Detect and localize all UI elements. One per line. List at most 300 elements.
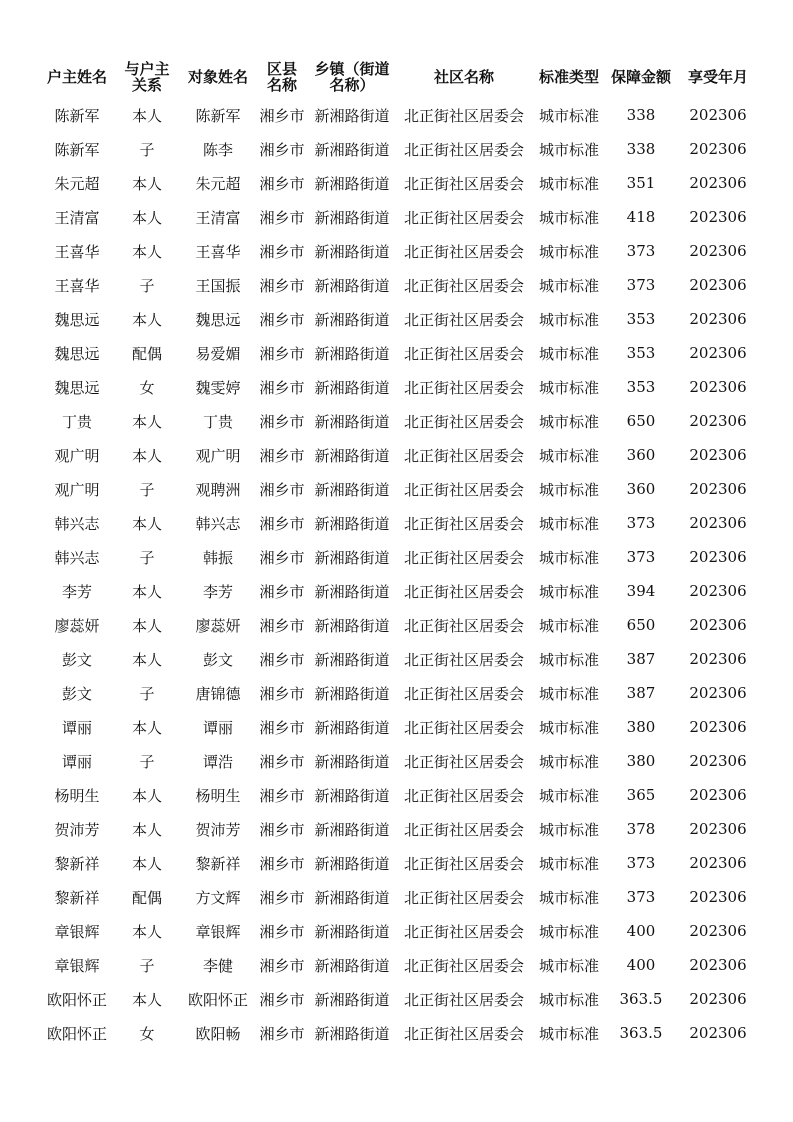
table-row (40, 778, 760, 812)
cell-county: 湘乡市 (259, 378, 305, 397)
cell-standard-type: 城市标准 (538, 1024, 599, 1043)
cell-relation: 本人 (131, 718, 162, 737)
cell-household-head-name: 陈新军 (54, 140, 100, 159)
cell-relation: 配偶 (131, 344, 162, 363)
table-row (40, 574, 760, 608)
cell-recipient-name: 朱元超 (195, 174, 241, 193)
cell-amount: 387 (626, 684, 656, 702)
cell-amount: 373 (626, 548, 656, 566)
cell-household-head-name: 谭丽 (61, 752, 92, 771)
table-row (40, 948, 760, 982)
cell-standard-type: 城市标准 (538, 140, 599, 159)
cell-period: 202306 (689, 106, 747, 124)
cell-recipient-name: 廖蕊妍 (195, 616, 241, 635)
cell-recipient-name: 欧阳怀正 (187, 990, 248, 1009)
cell-township: 新湘路街道 (314, 174, 390, 193)
cell-county: 湘乡市 (259, 820, 305, 839)
cell-township: 新湘路街道 (314, 480, 390, 499)
cell-community: 北正街社区居委会 (403, 956, 524, 975)
table-row (40, 98, 760, 132)
cell-community: 北正街社区居委会 (403, 174, 524, 193)
cell-relation: 本人 (131, 242, 162, 261)
header-row (40, 56, 760, 98)
cell-relation: 本人 (131, 514, 162, 533)
cell-township: 新湘路街道 (314, 854, 390, 873)
cell-community: 北正街社区居委会 (403, 650, 524, 669)
cell-standard-type: 城市标准 (538, 786, 599, 805)
cell-household-head-name: 杨明生 (54, 786, 100, 805)
cell-period: 202306 (689, 922, 747, 940)
cell-standard-type: 城市标准 (538, 854, 599, 873)
cell-relation: 本人 (131, 446, 162, 465)
table-row (40, 540, 760, 574)
cell-period: 202306 (689, 582, 747, 600)
cell-period: 202306 (689, 752, 747, 770)
cell-period: 202306 (689, 412, 747, 430)
cell-amount: 353 (626, 344, 656, 362)
header-text: 享受年月 (687, 68, 748, 86)
cell-household-head-name: 廖蕊妍 (54, 616, 100, 635)
cell-recipient-name: 彭文 (202, 650, 233, 669)
cell-township: 新湘路街道 (314, 276, 390, 295)
cell-relation: 本人 (131, 650, 162, 669)
cell-community: 北正街社区居委会 (403, 854, 524, 873)
cell-standard-type: 城市标准 (538, 446, 599, 465)
cell-standard-type: 城市标准 (538, 956, 599, 975)
cell-standard-type: 城市标准 (538, 990, 599, 1009)
cell-amount: 380 (626, 752, 656, 770)
cell-county: 湘乡市 (259, 514, 305, 533)
cell-standard-type: 城市标准 (538, 480, 599, 499)
header-text: 标准类型 (538, 68, 599, 86)
cell-household-head-name: 章银辉 (54, 956, 100, 975)
cell-recipient-name: 李芳 (202, 582, 233, 601)
cell-relation: 女 (139, 378, 155, 397)
header-text: 社区名称 (433, 68, 494, 86)
header-household-head-name (40, 56, 114, 98)
cell-community: 北正街社区居委会 (403, 786, 524, 805)
table-row (40, 438, 760, 472)
cell-recipient-name: 黎新祥 (195, 854, 241, 873)
cell-recipient-name: 陈新军 (195, 106, 241, 125)
cell-community: 北正街社区居委会 (403, 208, 524, 227)
cell-relation: 本人 (131, 208, 162, 227)
cell-relation: 本人 (131, 616, 162, 635)
table-body (40, 98, 760, 1050)
cell-recipient-name: 韩振 (202, 548, 233, 567)
cell-recipient-name: 唐锦德 (195, 684, 241, 703)
cell-amount: 338 (626, 140, 656, 158)
table-row (40, 370, 760, 404)
cell-recipient-name: 王国振 (195, 276, 241, 295)
cell-community: 北正街社区居委会 (403, 344, 524, 363)
cell-standard-type: 城市标准 (538, 650, 599, 669)
cell-household-head-name: 魏思远 (54, 378, 100, 397)
cell-township: 新湘路街道 (314, 242, 390, 261)
cell-county: 湘乡市 (259, 990, 305, 1009)
cell-household-head-name: 魏思远 (54, 310, 100, 329)
cell-amount: 373 (626, 242, 656, 260)
cell-county: 湘乡市 (259, 616, 305, 635)
cell-county: 湘乡市 (259, 718, 305, 737)
cell-community: 北正街社区居委会 (403, 412, 524, 431)
cell-relation: 本人 (131, 990, 162, 1009)
cell-period: 202306 (689, 990, 747, 1008)
cell-community: 北正街社区居委会 (403, 514, 524, 533)
cell-recipient-name: 丁贵 (202, 412, 233, 431)
cell-community: 北正街社区居委会 (403, 922, 524, 941)
cell-amount: 380 (626, 718, 656, 736)
cell-household-head-name: 李芳 (61, 582, 92, 601)
table-row (40, 676, 760, 710)
cell-period: 202306 (689, 514, 747, 532)
table-row (40, 506, 760, 540)
cell-county: 湘乡市 (259, 1024, 305, 1043)
header-township (308, 56, 396, 98)
cell-community: 北正街社区居委会 (403, 582, 524, 601)
cell-amount: 400 (626, 956, 656, 974)
cell-community: 北正街社区居委会 (403, 378, 524, 397)
table-row (40, 200, 760, 234)
cell-township: 新湘路街道 (314, 990, 390, 1009)
cell-standard-type: 城市标准 (538, 922, 599, 941)
header-period (676, 56, 760, 98)
cell-period: 202306 (689, 684, 747, 702)
table-row (40, 914, 760, 948)
cell-standard-type: 城市标准 (538, 616, 599, 635)
cell-period: 202306 (689, 786, 747, 804)
table-row (40, 166, 760, 200)
cell-period: 202306 (689, 174, 747, 192)
cell-recipient-name: 谭丽 (202, 718, 233, 737)
cell-recipient-name: 魏雯婷 (195, 378, 241, 397)
cell-household-head-name: 彭文 (61, 684, 92, 703)
table-row (40, 982, 760, 1016)
cell-period: 202306 (689, 888, 747, 906)
cell-amount: 365 (626, 786, 656, 804)
cell-county: 湘乡市 (259, 344, 305, 363)
cell-relation: 子 (139, 276, 155, 295)
cell-community: 北正街社区居委会 (403, 616, 524, 635)
cell-standard-type: 城市标准 (538, 276, 599, 295)
cell-recipient-name: 韩兴志 (195, 514, 241, 533)
cell-relation: 子 (139, 140, 155, 159)
cell-standard-type: 城市标准 (538, 752, 599, 771)
cell-county: 湘乡市 (259, 310, 305, 329)
cell-amount: 360 (626, 446, 656, 464)
header-relation (114, 56, 180, 98)
cell-standard-type: 城市标准 (538, 514, 599, 533)
cell-household-head-name: 欧阳怀正 (46, 990, 107, 1009)
cell-relation: 子 (139, 480, 155, 499)
header-text: 乡镇（街道 (314, 60, 390, 78)
cell-amount: 351 (626, 174, 656, 192)
cell-county: 湘乡市 (259, 140, 305, 159)
table-row (40, 302, 760, 336)
cell-recipient-name: 章银辉 (195, 922, 241, 941)
cell-township: 新湘路街道 (314, 956, 390, 975)
cell-household-head-name: 韩兴志 (54, 548, 100, 567)
cell-township: 新湘路街道 (314, 786, 390, 805)
cell-amount: 373 (626, 888, 656, 906)
cell-amount: 363.5 (619, 990, 663, 1008)
cell-period: 202306 (689, 276, 747, 294)
cell-period: 202306 (689, 718, 747, 736)
cell-relation: 子 (139, 956, 155, 975)
cell-township: 新湘路街道 (314, 140, 390, 159)
cell-standard-type: 城市标准 (538, 310, 599, 329)
cell-county: 湘乡市 (259, 276, 305, 295)
cell-period: 202306 (689, 854, 747, 872)
cell-county: 湘乡市 (259, 854, 305, 873)
table-row (40, 132, 760, 166)
cell-county: 湘乡市 (259, 786, 305, 805)
cell-county: 湘乡市 (259, 922, 305, 941)
cell-amount: 394 (626, 582, 656, 600)
cell-community: 北正街社区居委会 (403, 888, 524, 907)
cell-recipient-name: 王清富 (195, 208, 241, 227)
cell-household-head-name: 章银辉 (54, 922, 100, 941)
cell-relation: 子 (139, 548, 155, 567)
cell-period: 202306 (689, 378, 747, 396)
table-row (40, 472, 760, 506)
cell-standard-type: 城市标准 (538, 412, 599, 431)
cell-township: 新湘路街道 (314, 378, 390, 397)
cell-amount: 360 (626, 480, 656, 498)
cell-amount: 373 (626, 514, 656, 532)
cell-standard-type: 城市标准 (538, 174, 599, 193)
cell-amount: 373 (626, 854, 656, 872)
cell-relation: 子 (139, 752, 155, 771)
cell-recipient-name: 观广明 (195, 446, 241, 465)
cell-amount: 363.5 (619, 1024, 663, 1042)
cell-township: 新湘路街道 (314, 310, 390, 329)
cell-recipient-name: 谭浩 (202, 752, 233, 771)
cell-township: 新湘路街道 (314, 650, 390, 669)
cell-household-head-name: 欧阳怀正 (46, 1024, 107, 1043)
cell-amount: 353 (626, 378, 656, 396)
cell-community: 北正街社区居委会 (403, 140, 524, 159)
cell-household-head-name: 丁贵 (61, 412, 92, 431)
cell-township: 新湘路街道 (314, 548, 390, 567)
cell-period: 202306 (689, 650, 747, 668)
cell-period: 202306 (689, 820, 747, 838)
table-row (40, 404, 760, 438)
cell-household-head-name: 贺沛芳 (54, 820, 100, 839)
cell-community: 北正街社区居委会 (403, 480, 524, 499)
cell-recipient-name: 贺沛芳 (195, 820, 241, 839)
header-amount (606, 56, 676, 98)
cell-county: 湘乡市 (259, 582, 305, 601)
cell-county: 湘乡市 (259, 752, 305, 771)
cell-amount: 378 (626, 820, 656, 838)
cell-county: 湘乡市 (259, 956, 305, 975)
cell-recipient-name: 李健 (202, 956, 233, 975)
header-text: 保障金额 (610, 68, 671, 86)
cell-relation: 本人 (131, 106, 162, 125)
cell-county: 湘乡市 (259, 412, 305, 431)
header-text: 区县 (266, 60, 297, 78)
cell-county: 湘乡市 (259, 208, 305, 227)
cell-standard-type: 城市标准 (538, 888, 599, 907)
cell-amount: 373 (626, 276, 656, 294)
cell-household-head-name: 观广明 (54, 446, 100, 465)
cell-standard-type: 城市标准 (538, 684, 599, 703)
header-county (256, 56, 308, 98)
cell-recipient-name: 方文辉 (195, 888, 241, 907)
cell-period: 202306 (689, 242, 747, 260)
cell-household-head-name: 黎新祥 (54, 854, 100, 873)
header-text: 对象姓名 (187, 68, 248, 86)
table-row (40, 234, 760, 268)
cell-period: 202306 (689, 616, 747, 634)
header-text: 关系 (131, 76, 162, 94)
cell-period: 202306 (689, 956, 747, 974)
cell-household-head-name: 王清富 (54, 208, 100, 227)
cell-period: 202306 (689, 140, 747, 158)
cell-county: 湘乡市 (259, 106, 305, 125)
cell-community: 北正街社区居委会 (403, 242, 524, 261)
header-recipient-name (180, 56, 256, 98)
cell-amount: 387 (626, 650, 656, 668)
cell-county: 湘乡市 (259, 480, 305, 499)
cell-recipient-name: 观聘洲 (195, 480, 241, 499)
cell-period: 202306 (689, 446, 747, 464)
cell-county: 湘乡市 (259, 446, 305, 465)
header-standard-type (532, 56, 606, 98)
cell-standard-type: 城市标准 (538, 106, 599, 125)
cell-relation: 本人 (131, 174, 162, 193)
cell-amount: 650 (626, 616, 656, 634)
cell-standard-type: 城市标准 (538, 820, 599, 839)
cell-household-head-name: 陈新军 (54, 106, 100, 125)
cell-standard-type: 城市标准 (538, 242, 599, 261)
cell-township: 新湘路街道 (314, 684, 390, 703)
cell-household-head-name: 观广明 (54, 480, 100, 499)
header-text: 名称 (266, 76, 297, 94)
cell-amount: 418 (626, 208, 656, 226)
cell-relation: 本人 (131, 310, 162, 329)
cell-township: 新湘路街道 (314, 888, 390, 907)
cell-township: 新湘路街道 (314, 616, 390, 635)
table-row (40, 642, 760, 676)
table-row (40, 710, 760, 744)
cell-community: 北正街社区居委会 (403, 990, 524, 1009)
cell-household-head-name: 魏思远 (54, 344, 100, 363)
cell-period: 202306 (689, 480, 747, 498)
table-row (40, 846, 760, 880)
cell-recipient-name: 杨明生 (195, 786, 241, 805)
table-row (40, 1016, 760, 1050)
cell-recipient-name: 欧阳畅 (195, 1024, 241, 1043)
cell-township: 新湘路街道 (314, 1024, 390, 1043)
cell-household-head-name: 王喜华 (54, 242, 100, 261)
cell-amount: 338 (626, 106, 656, 124)
cell-community: 北正街社区居委会 (403, 276, 524, 295)
cell-township: 新湘路街道 (314, 718, 390, 737)
header-text: 与户主 (124, 60, 170, 78)
cell-relation: 本人 (131, 412, 162, 431)
cell-township: 新湘路街道 (314, 446, 390, 465)
cell-recipient-name: 王喜华 (195, 242, 241, 261)
cell-amount: 353 (626, 310, 656, 328)
cell-county: 湘乡市 (259, 684, 305, 703)
cell-relation: 本人 (131, 582, 162, 601)
cell-relation: 子 (139, 684, 155, 703)
cell-standard-type: 城市标准 (538, 718, 599, 737)
cell-county: 湘乡市 (259, 888, 305, 907)
assistance-table (40, 56, 760, 1050)
cell-household-head-name: 王喜华 (54, 276, 100, 295)
cell-household-head-name: 韩兴志 (54, 514, 100, 533)
cell-community: 北正街社区居委会 (403, 1024, 524, 1043)
cell-recipient-name: 陈李 (202, 140, 233, 159)
table-row (40, 880, 760, 914)
table-header (40, 56, 760, 98)
cell-township: 新湘路街道 (314, 582, 390, 601)
cell-relation: 配偶 (131, 888, 162, 907)
cell-township: 新湘路街道 (314, 208, 390, 227)
cell-township: 新湘路街道 (314, 820, 390, 839)
cell-relation: 本人 (131, 820, 162, 839)
header-community (396, 56, 532, 98)
cell-standard-type: 城市标准 (538, 378, 599, 397)
cell-standard-type: 城市标准 (538, 344, 599, 363)
cell-community: 北正街社区居委会 (403, 548, 524, 567)
table-row (40, 744, 760, 778)
cell-recipient-name: 魏思远 (195, 310, 241, 329)
cell-amount: 650 (626, 412, 656, 430)
cell-relation: 女 (139, 1024, 155, 1043)
cell-community: 北正街社区居委会 (403, 820, 524, 839)
cell-period: 202306 (689, 208, 747, 226)
cell-household-head-name: 黎新祥 (54, 888, 100, 907)
cell-county: 湘乡市 (259, 548, 305, 567)
cell-township: 新湘路街道 (314, 752, 390, 771)
cell-township: 新湘路街道 (314, 412, 390, 431)
cell-township: 新湘路街道 (314, 106, 390, 125)
cell-community: 北正街社区居委会 (403, 718, 524, 737)
cell-household-head-name: 谭丽 (61, 718, 92, 737)
cell-community: 北正街社区居委会 (403, 310, 524, 329)
cell-period: 202306 (689, 548, 747, 566)
header-text: 名称） (329, 76, 375, 94)
cell-household-head-name: 朱元超 (54, 174, 100, 193)
table-row (40, 268, 760, 302)
cell-township: 新湘路街道 (314, 514, 390, 533)
cell-household-head-name: 彭文 (61, 650, 92, 669)
table-row (40, 812, 760, 846)
cell-relation: 本人 (131, 854, 162, 873)
cell-township: 新湘路街道 (314, 922, 390, 941)
cell-community: 北正街社区居委会 (403, 752, 524, 771)
cell-township: 新湘路街道 (314, 344, 390, 363)
cell-recipient-name: 易爱媚 (195, 344, 241, 363)
header-text: 户主姓名 (46, 68, 107, 86)
cell-relation: 本人 (131, 922, 162, 941)
table-row (40, 336, 760, 370)
cell-period: 202306 (689, 344, 747, 362)
cell-period: 202306 (689, 1024, 747, 1042)
cell-community: 北正街社区居委会 (403, 684, 524, 703)
cell-period: 202306 (689, 310, 747, 328)
cell-community: 北正街社区居委会 (403, 446, 524, 465)
table-row (40, 608, 760, 642)
cell-county: 湘乡市 (259, 174, 305, 193)
cell-county: 湘乡市 (259, 650, 305, 669)
cell-standard-type: 城市标准 (538, 548, 599, 567)
cell-county: 湘乡市 (259, 242, 305, 261)
